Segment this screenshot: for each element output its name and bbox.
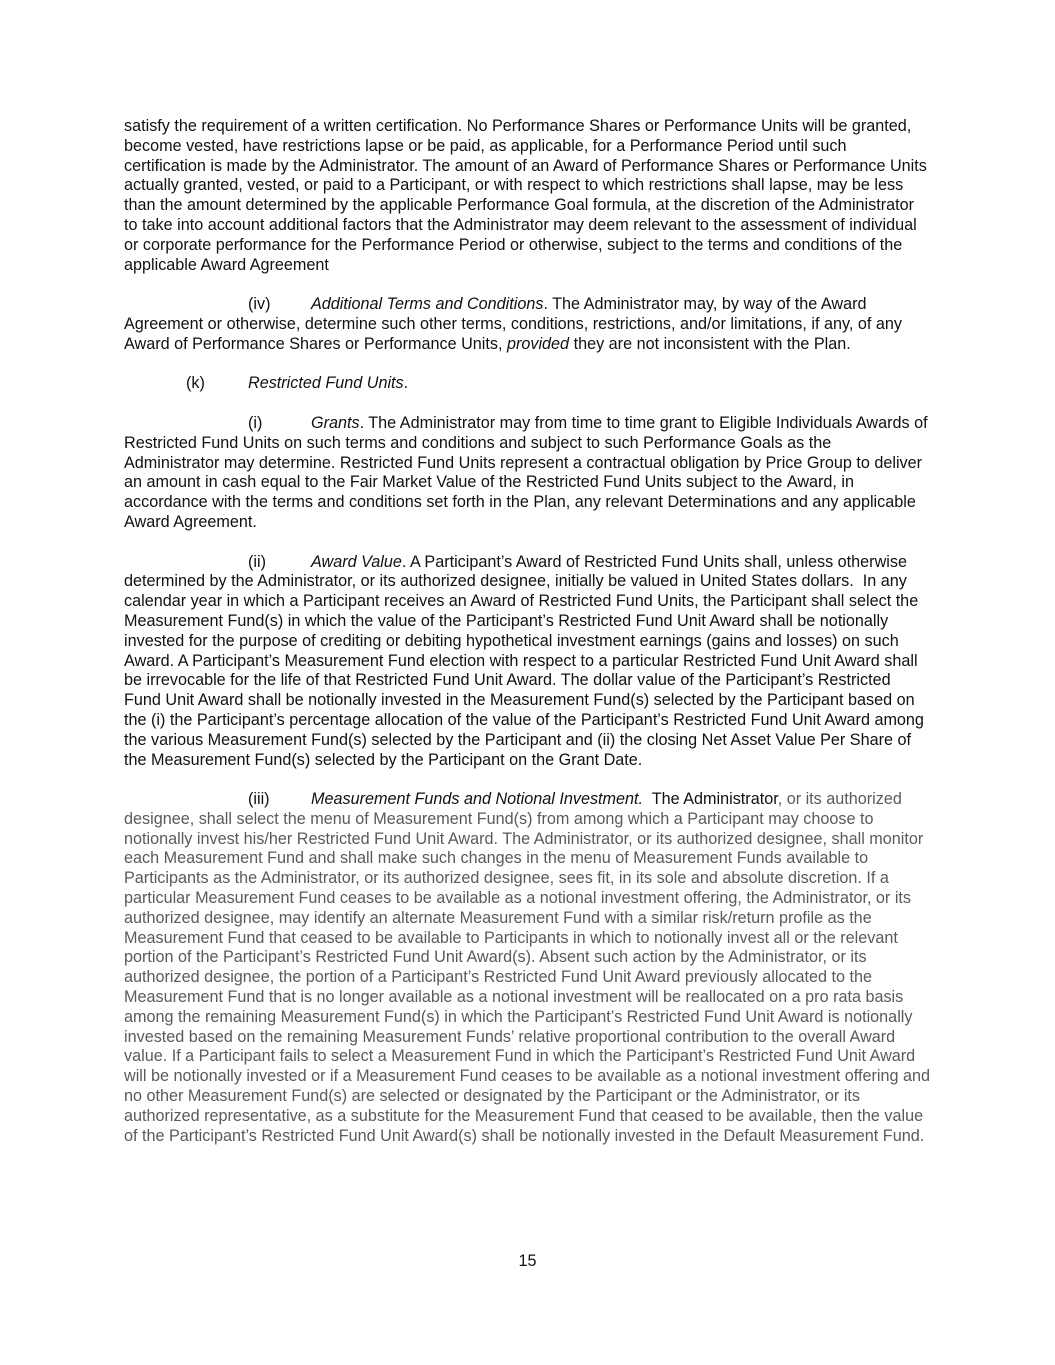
section-k-title: Restricted Fund Units — [248, 374, 404, 393]
section-iv-number: (iv) — [248, 295, 271, 314]
document-body — [124, 117, 930, 1166]
section-iv — [124, 295, 930, 354]
paragraph-intro: satisfy the requirement of a written certification. No Performance Shares or Performance Units will be granted, become vested, have restrictions lapse or be paid, as applicable, for a Performance Period until such certification is made by the Administrator. The amount of an Award of Performance Shares or Performance Units actually granted, vested, or paid to a Participant, or with respect to which restrictions shall lapse, may be less than the amount determined by the applicable Performance Goal formula, at the discretion of the Administrator to take into account additional factors that the Administrator may deem relevant to the assessment of individual or corporate performance for the Performance Period or otherwise, subject to the terms and conditions of the applicable Award Agreement — [124, 117, 927, 274]
section-iii — [124, 790, 930, 1146]
section-iv-text-b: they are not inconsistent with the Plan. — [569, 334, 851, 353]
section-ii-text: . A Participant’s Award of Restricted Fund Units shall, unless otherwise determined by the Administrator, or its authorized designee, initially be valued in United States dollars. In any calendar year in which a Participant receives an Award of Restricted Fund Units, the Participant shall select the Measurement Fund(s) in which the value of the Participant’s Restricted Fund Unit Award shall be notionally invested for the purpose of crediting or debiting hypothetical investment earnings (gains and losses) on such Award. A Participant’s Measurement Fund election with respect to a particular Restricted Fund Unit Award shall be irrevocable for the life of that Restricted Fund Unit Award. The dollar value of the Participant’s Restricted Fund Unit Award shall be notionally invested in the Measurement Fund(s) selected by the Participant based on the (i) the Participant’s percentage allocation of the value of the Participant’s Restricted Fund Unit Award among the various Measurement Fund(s) selected by the Participant and (ii) the closing Net Asset Value Per Share of the Measurement Fund(s) selected by the Participant on the Grant Date. — [124, 552, 924, 769]
section-i — [124, 414, 930, 533]
section-iii-lead: The Administrator — [643, 790, 778, 809]
page-number: 15 — [518, 1252, 537, 1270]
section-k-period: . — [403, 374, 409, 393]
section-k-number: (k) — [186, 374, 205, 393]
section-i-number: (i) — [248, 413, 263, 432]
section-iii-title: Measurement Funds and Notional Investment. — [311, 790, 644, 809]
section-ii — [124, 553, 930, 771]
section-iii-text: , or its authorized designee, shall select the menu of Measurement Fund(s) from among which a Participant may choose to notionally invest his/her Restricted Fund Unit Award. The Administrator, or its authorized designee, shall monitor each Measurement Fund and shall make such changes in the menu of Measurement Funds available to Participants as the Administrator, or its authorized designee, sees fit, in its sole and absolute discretion. If a particular Measurement Fund ceases to be available as a notional investment offering, the Administrator, or its authorized designee, may identify an alternate Measurement Fund with a similar risk/return profile as the Measurement Fund that ceased to be available to Participants in which to notionally invest all or the relevant portion of the Participant’s Restricted Fund Unit Award(s). Absent such action by the Administrator, or its authorized designee, the portion of a Participant’s Restricted Fund Unit Award previously allocated to the Measurement Fund that is no longer available as a notional investment will be reallocated on a pro rata basis among the remaining Measurement Fund(s) in which the Participant’s Restricted Fund Unit Award is notionally invested based on the remaining Measurement Funds’ relative proportional contribution to the overall Award value. If a Participant fails to select a Measurement Fund in which the Participant’s Restricted Fund Unit Award will be notionally invested or if a Measurement Fund ceases to be available as a notional investment offering and no other Measurement Fund(s) are selected or designated by the Participant or the Administrator, or its authorized representative, as a substitute for the Measurement Fund that ceased to be available, then the value of the Participant’s Restricted Fund Unit Award(s) shall be notionally invested in the Default Measurement Fund. — [124, 790, 930, 1145]
section-iv-title: Additional Terms and Conditions — [311, 295, 544, 314]
section-i-text: . The Administrator may from time to time grant to Eligible Individuals Awards of Restricted Fund Units on such terms and conditions and subject to such Performance Goals as the Administrator may determine. Restricted Fund Units represent a contractual obligation by Price Group to deliver an amount in cash equal to the Fair Market Value of the Restricted Fund Units subject to the Award, in accordance with the terms and conditions set forth in the Plan, any relevant Determinations and any applicable Award Agreement. — [124, 413, 928, 531]
section-ii-title: Award Value — [311, 552, 402, 571]
section-iv-provided: provided — [506, 334, 570, 353]
section-iv-text-a: . The Administrator may, by way of the Award Agreement or otherwise, determine such other terms, conditions, restrictions, and/or limitations, if any, of any Award of Performance Shares or Performance Units, — [124, 295, 902, 353]
section-ii-number: (ii) — [248, 552, 266, 571]
section-iii-number: (iii) — [248, 790, 270, 809]
section-k-heading — [124, 374, 930, 394]
section-i-title: Grants — [311, 413, 360, 432]
